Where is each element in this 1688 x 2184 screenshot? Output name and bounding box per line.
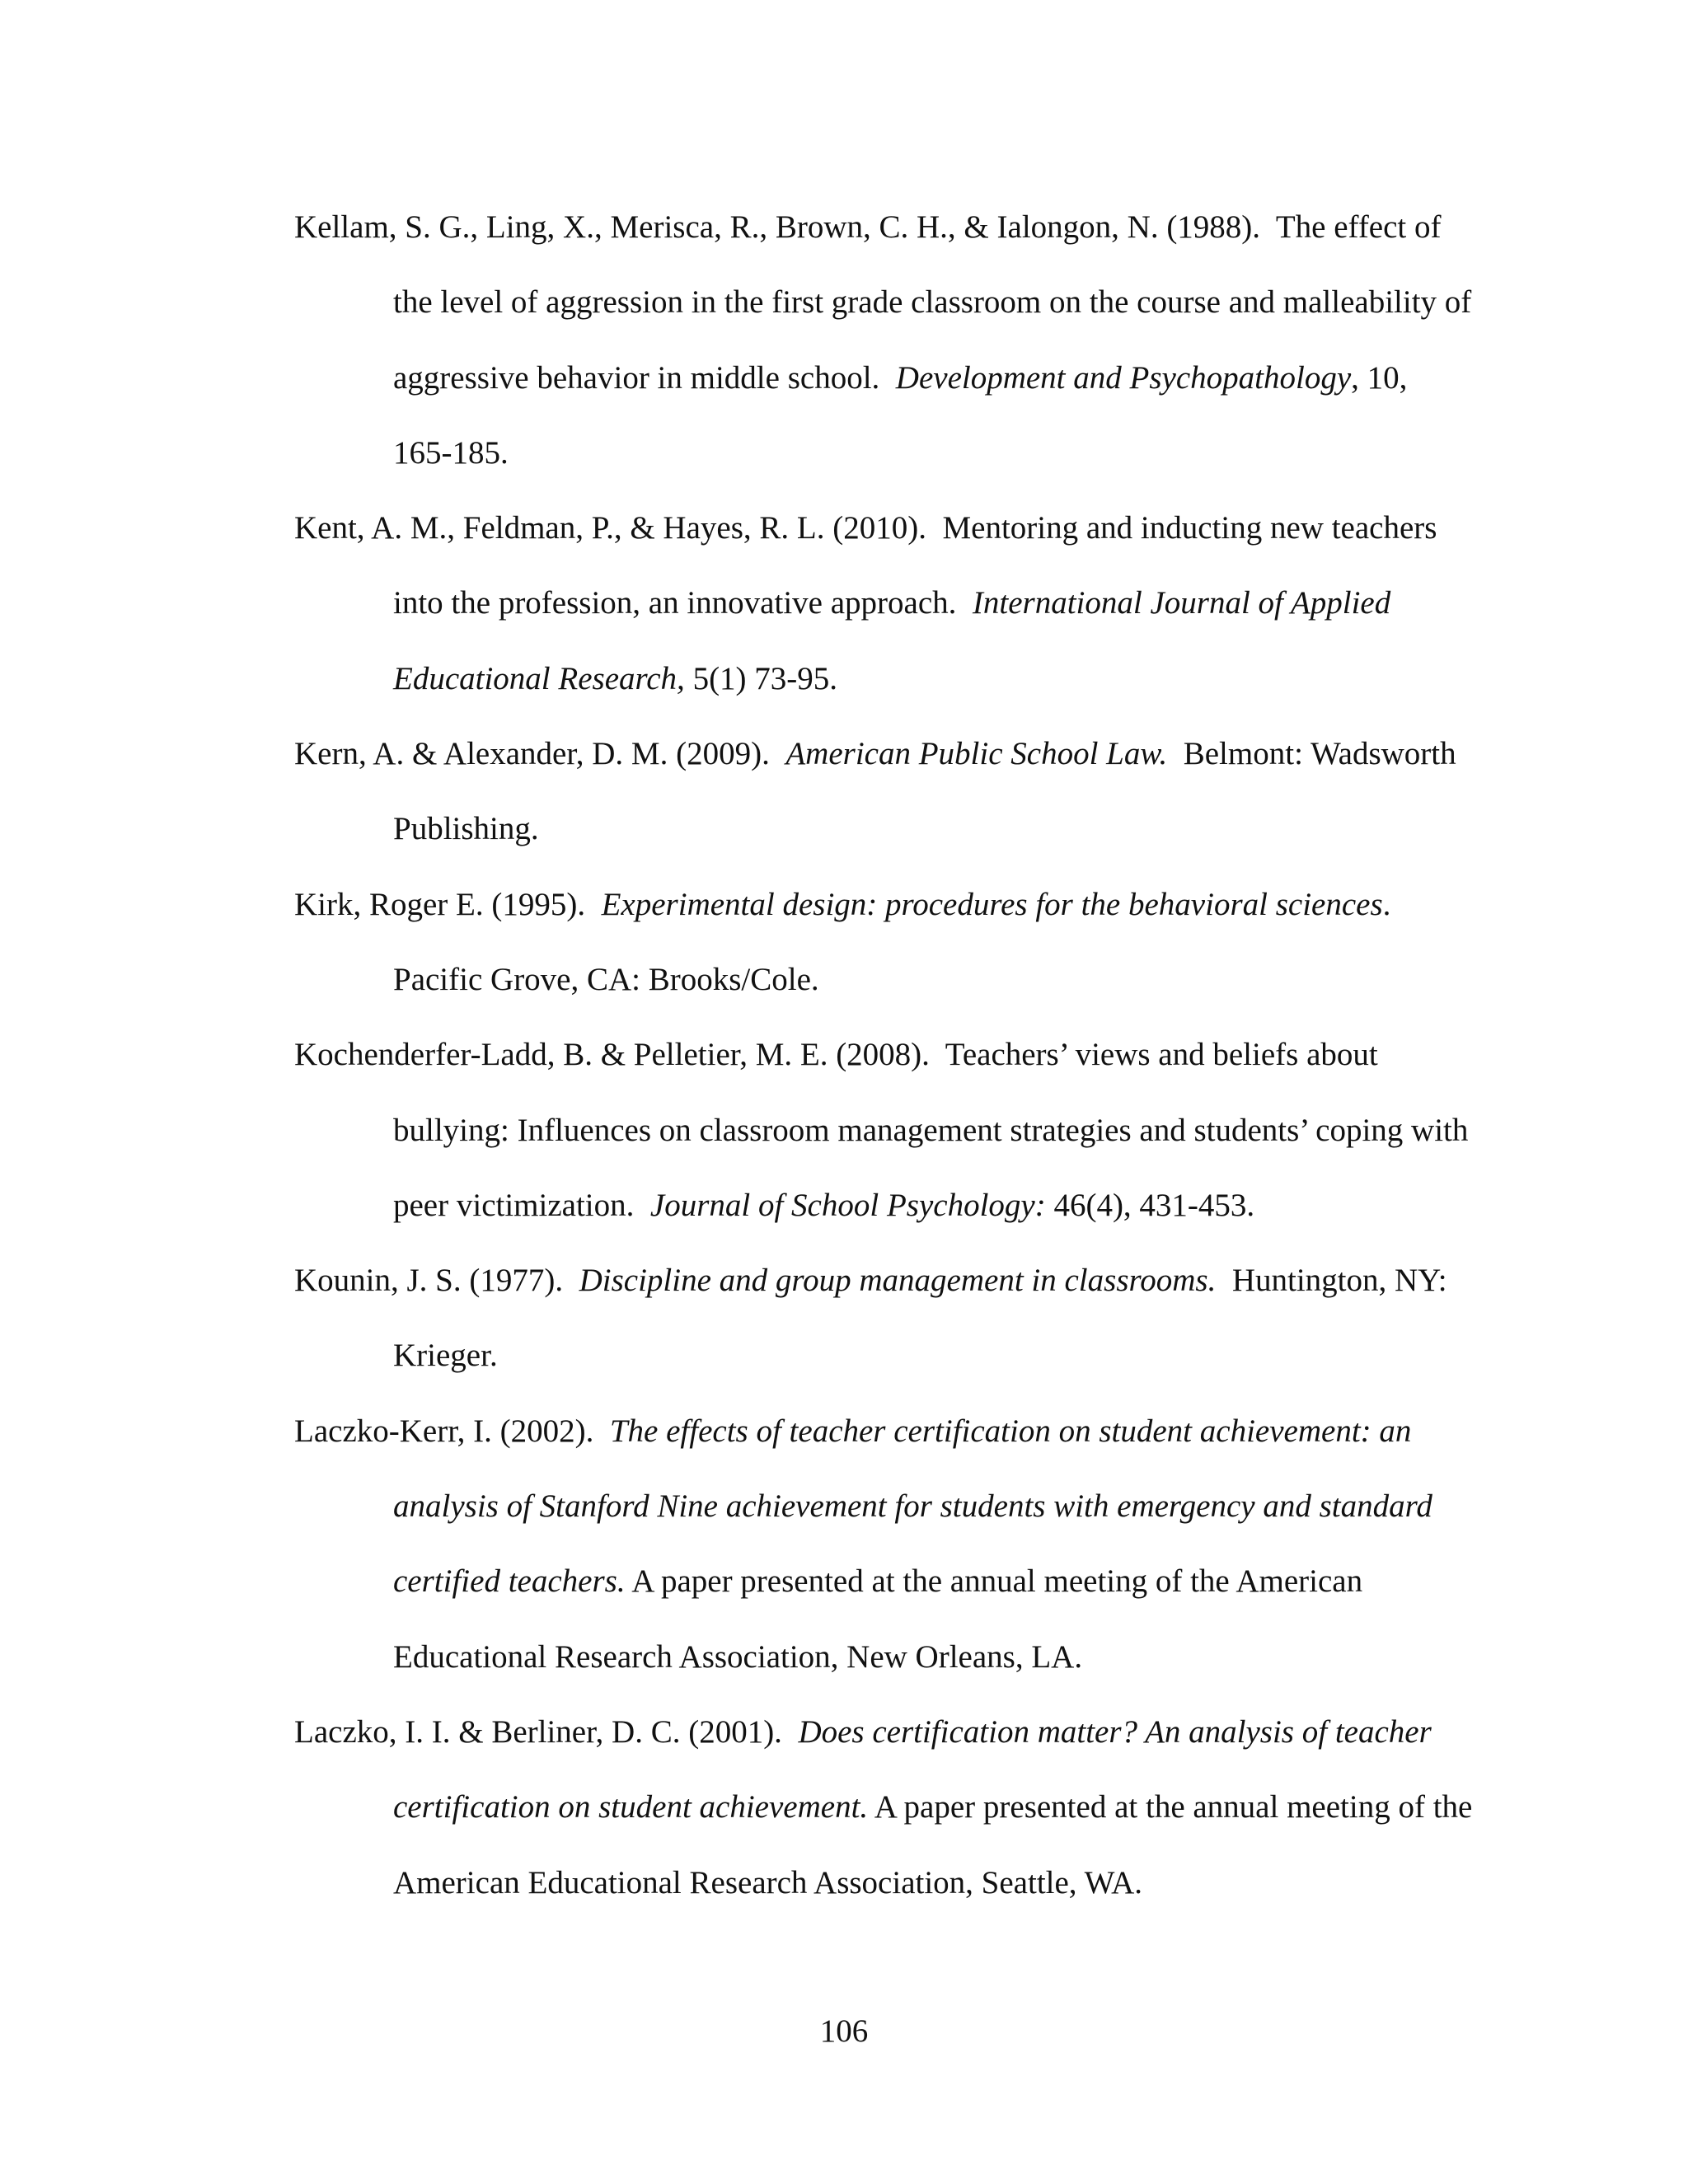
reference-source: Experimental design: procedures for the behavioral sciences <box>601 886 1383 922</box>
reference-entry <box>294 1694 1473 1920</box>
reference-details: 46(4), 431-453. <box>1053 1187 1255 1223</box>
reference-authors: Kern, A. & Alexander, D. M. (2009). <box>294 736 770 772</box>
reference-authors: Kounin, J. S. (1977). <box>294 1263 564 1299</box>
reference-details: . Pacific Grove, CA: Brooks/Cole. <box>393 886 1391 997</box>
reference-entry <box>294 1017 1473 1243</box>
reference-authors: Laczko-Kerr, I. (2002). <box>294 1413 594 1449</box>
reference-entry <box>294 716 1473 867</box>
reference-source: Does certification matter? An analysis of teacher certification on student achievement. <box>393 1713 1432 1825</box>
reference-title: Teachers’ views and beliefs about bullying: Influences on classroom management strategies and students’ coping with peer victimization. <box>393 1037 1469 1223</box>
reference-list <box>294 190 1473 1920</box>
reference-source: International Journal of Applied Educational Research, <box>393 585 1391 696</box>
reference-authors: Laczko, I. I. & Berliner, D. C. (2001). <box>294 1713 782 1750</box>
reference-source: Discipline and group management in classrooms. <box>579 1263 1217 1299</box>
reference-details: A paper presented at the annual meeting of the American Educational Research Association, New Orleans, LA. <box>393 1563 1363 1675</box>
reference-details: Belmont: Wadsworth Publishing. <box>393 736 1456 847</box>
reference-title: The effect of the level of aggression in the first grade classroom on the course and malleability of aggressive behavior in middle school. <box>393 209 1472 396</box>
reference-authors: Kent, A. M., Feldman, P., & Hayes, R. L. (2010). <box>294 510 926 546</box>
page-number: 106 <box>819 2013 869 2049</box>
reference-title: Mentoring and inducting new teachers into the profession, an innovative approach. <box>393 510 1437 621</box>
reference-entry <box>294 190 1473 490</box>
reference-source: The effects of teacher certification on student achievement: an analysis of Stanford Nine achievement for students with emergency and standard certified teachers. <box>393 1413 1432 1600</box>
reference-entry <box>294 490 1473 716</box>
reference-entry <box>294 1394 1473 1694</box>
reference-entry <box>294 867 1473 1018</box>
reference-source: American Public School Law. <box>785 736 1168 772</box>
reference-details: , 10, 165-185. <box>393 359 1408 471</box>
reference-authors: Kirk, Roger E. (1995). <box>294 886 586 922</box>
reference-details: Huntington, NY: Krieger. <box>393 1263 1447 1374</box>
reference-details: 5(1) 73-95. <box>692 660 838 696</box>
reference-authors: Kochenderfer-Ladd, B. & Pelletier, M. E. (2008). <box>294 1037 930 1073</box>
reference-details: A paper presented at the annual meeting of the American Educational Research Association, Seattle, WA. <box>393 1789 1473 1900</box>
reference-source: Development and Psychopathology <box>895 359 1352 396</box>
reference-entry <box>294 1243 1473 1394</box>
reference-authors: Kellam, S. G., Ling, X., Merisca, R., Brown, C. H., & Ialongon, N. (1988). <box>294 209 1261 245</box>
reference-source: Journal of School Psychology: <box>649 1187 1046 1223</box>
